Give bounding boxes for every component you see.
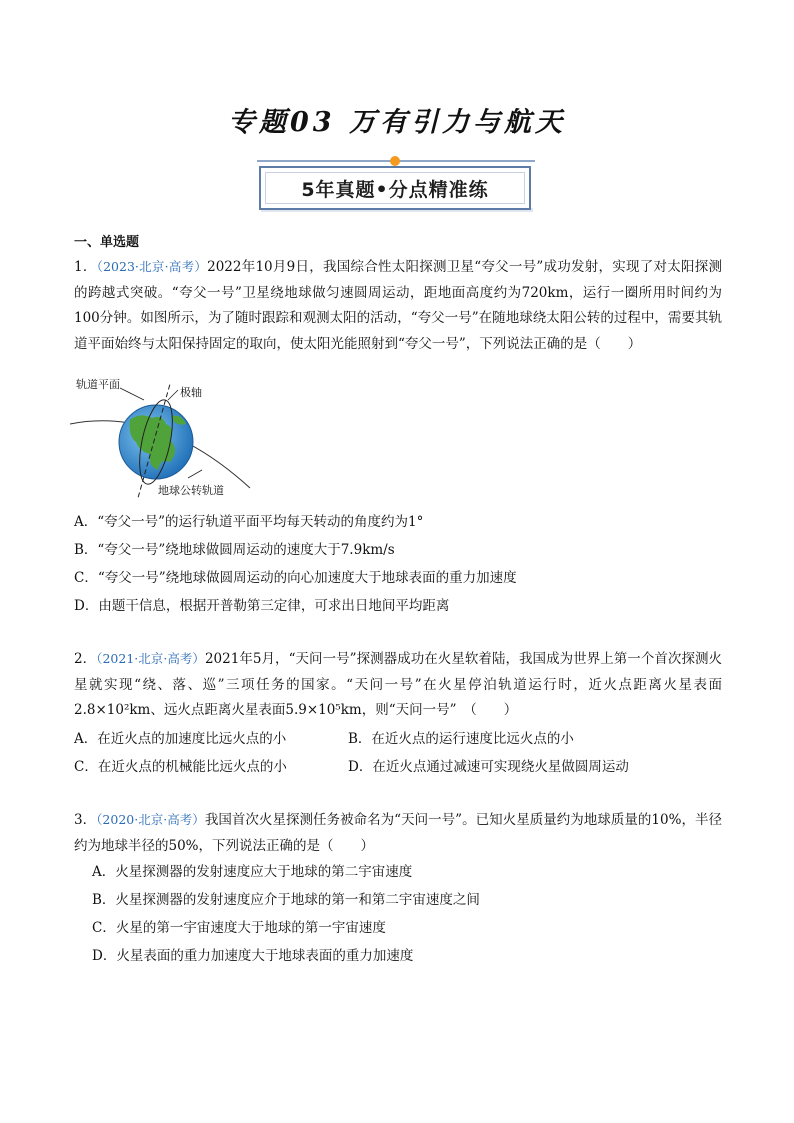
- question-number: 1．: [74, 259, 97, 275]
- badge-dot-icon: [390, 156, 400, 166]
- q3-option-d: D．火星表面的重力加速度大于地球表面的重力加速度: [92, 948, 414, 964]
- q2-option-b: B．在近火点的运行速度比远火点的小: [348, 731, 574, 747]
- question-1: [74, 254, 722, 357]
- question-number: 2．: [74, 651, 97, 667]
- earth-orbit-figure: [70, 370, 260, 500]
- question-2: [74, 646, 722, 724]
- q3-option-a: A．火星探测器的发射速度应大于地球的第二宇宙速度: [92, 864, 413, 880]
- page-title: 专题03 万有引力与航天: [228, 107, 566, 138]
- badge-box: [259, 166, 531, 210]
- label-polar-axis: 极轴: [180, 386, 202, 399]
- badge-text: 5年真题•分点精准练: [301, 178, 489, 201]
- question-source: （2021·北京·高考）: [96, 651, 205, 666]
- q1-option-b: B．“夸父一号”绕地球做圆周运动的速度大于7.9km/s: [74, 542, 395, 558]
- q3-option-c: C．火星的第一宇宙速度大于地球的第一宇宙速度: [92, 920, 386, 936]
- question-stem: 我国首次火星探测任务被命名为“天问一号”。已知火星质量约为地球质量的10%，半径约为地球半径的50%，下列说法正确的是（ ）: [74, 812, 723, 854]
- q3-option-b: B．火星探测器的发射速度应介于地球的第一和第二宇宙速度之间: [92, 892, 480, 908]
- label-revolution-orbit: 地球公转轨道: [158, 484, 224, 497]
- q1-option-d: D．由题干信息，根据开普勒第三定律，可求出日地间平均距离: [74, 598, 450, 614]
- question-source: （2023·北京·高考）: [96, 259, 208, 274]
- q2-option-c: C．在近火点的机械能比远火点的小: [74, 759, 287, 775]
- question-3: [74, 807, 722, 859]
- q2-option-d: D．在近火点通过减速可实现绕火星做圆周运动: [348, 759, 629, 775]
- question-stem: 2022年10月9日，我国综合性太阳探测卫星“夸父一号”成功发射，实现了对太阳探测的跨越式突破。“夸父一号”卫星绕地球做匀速圆周运动，距地面高度约为720km，运行一圈所用时间约为100分钟。如图所示，为了随时跟踪和观测太阳的活动，“夸父一号”在随地球绕太阳公转的过程中，需要其轨道平面始终与太阳保持固定的取向，使太阳光能照射到“夸父一号”，下列说法正确的是（ ）: [74, 259, 722, 352]
- question-source: （2020·北京·高考）: [96, 812, 205, 827]
- label-orbit-plane: 轨道平面: [76, 378, 120, 391]
- q1-option-a: A．“夸父一号”的运行轨道平面平均每天转动的角度约为1°: [74, 514, 424, 530]
- question-number: 3．: [74, 812, 97, 828]
- section-badge: [257, 156, 535, 214]
- section-heading: 一、单选题: [74, 235, 140, 250]
- question-stem: 2021年5月，“天问一号”探测器成功在火星软着陆，我国成为世界上第一个首次探测火星就实现“绕、落、巡”三项任务的国家。“天问一号”在火星停泊轨道运行时，近火点距离火星表面2.8×10²km、远火点距离火星表面5.9×10⁵km，则“天问一号” （ ）: [74, 651, 723, 718]
- q2-option-a: A．在近火点的加速度比远火点的小: [74, 731, 287, 747]
- q1-option-c: C．“夸父一号”绕地球做圆周运动的向心加速度大于地球表面的重力加速度: [74, 570, 517, 586]
